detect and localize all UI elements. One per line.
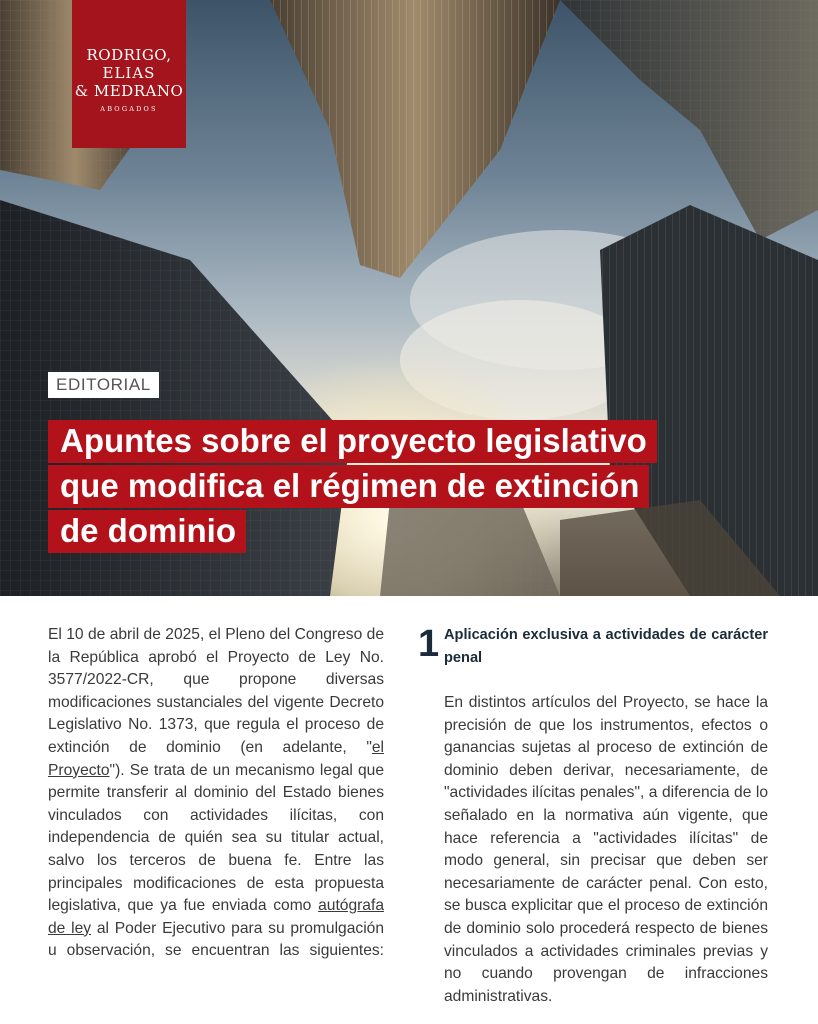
link-autografa-de-ley[interactable]: autógrafa de ley — [48, 897, 384, 937]
title-line-1: Apuntes sobre el proyecto legislativo — [48, 420, 657, 463]
title-line-2: que modifica el régimen de extinción — [48, 465, 649, 508]
logo-line-1: RODRIGO, — [86, 45, 172, 64]
link-el-proyecto[interactable]: el Proyecto — [48, 738, 384, 779]
section-tag: EDITORIAL — [48, 372, 159, 398]
intro-text-3: al Poder Ejecutivo para su promulgación u observación, se encuentran las siguientes: — [48, 919, 384, 960]
logo-line-4: ABOGADOS — [100, 104, 158, 113]
title-line-3: de dominio — [48, 510, 246, 553]
section-1-title: Aplicación exclusiva a actividades de carácter penal — [444, 627, 768, 666]
intro-paragraph — [48, 624, 384, 963]
article-title — [48, 418, 768, 553]
intro-text-2: "). Se trata de un mecanismo legal que permite transferir al dominio del Estado bienes vinculados con actividades ilícitas, con independencia de quién sea su titular actual, salvo los terceros de buena fe. Entre las principales modificaciones de esta propuesta legislativa, que ya fue enviada como — [48, 761, 384, 915]
section-1-column — [444, 624, 768, 1008]
logo-line-3: & MEDRANO — [74, 81, 184, 100]
firm-logo — [72, 0, 186, 148]
logo-line-2: ELIAS — [102, 63, 156, 82]
section-number: 1 — [418, 623, 440, 665]
intro-text-1: El 10 de abril de 2025, el Pleno del Congreso de la República aprobó el Proyecto de Ley No. 3577/2022-CR, que propone diversas modificaciones sustanciales del vigente Decreto Legislativo No. 1373, que regula el proceso de extinción de dominio (en adelante, " — [48, 626, 384, 756]
intro-column — [48, 624, 384, 963]
section-1-body: En distintos artículos del Proyecto, se hace la precisión de que los instrumentos, efectos o ganancias sujetas al proceso de extinción de dominio deben derivar, necesariamente, de "actividades ilícitas penales", a diferencia de lo señalado en la normativa aún vigente, que hace referencia a "actividades ilícitas" de modo general, sin precisar que deben ser necesariamente de carácter penal. Con esto, se busca explicitar que el proceso de extinción de dominio solo procederá respecto de bienes vinculados a actividades criminales previas y no cuando provengan de infracciones administrativas. — [444, 694, 768, 1005]
